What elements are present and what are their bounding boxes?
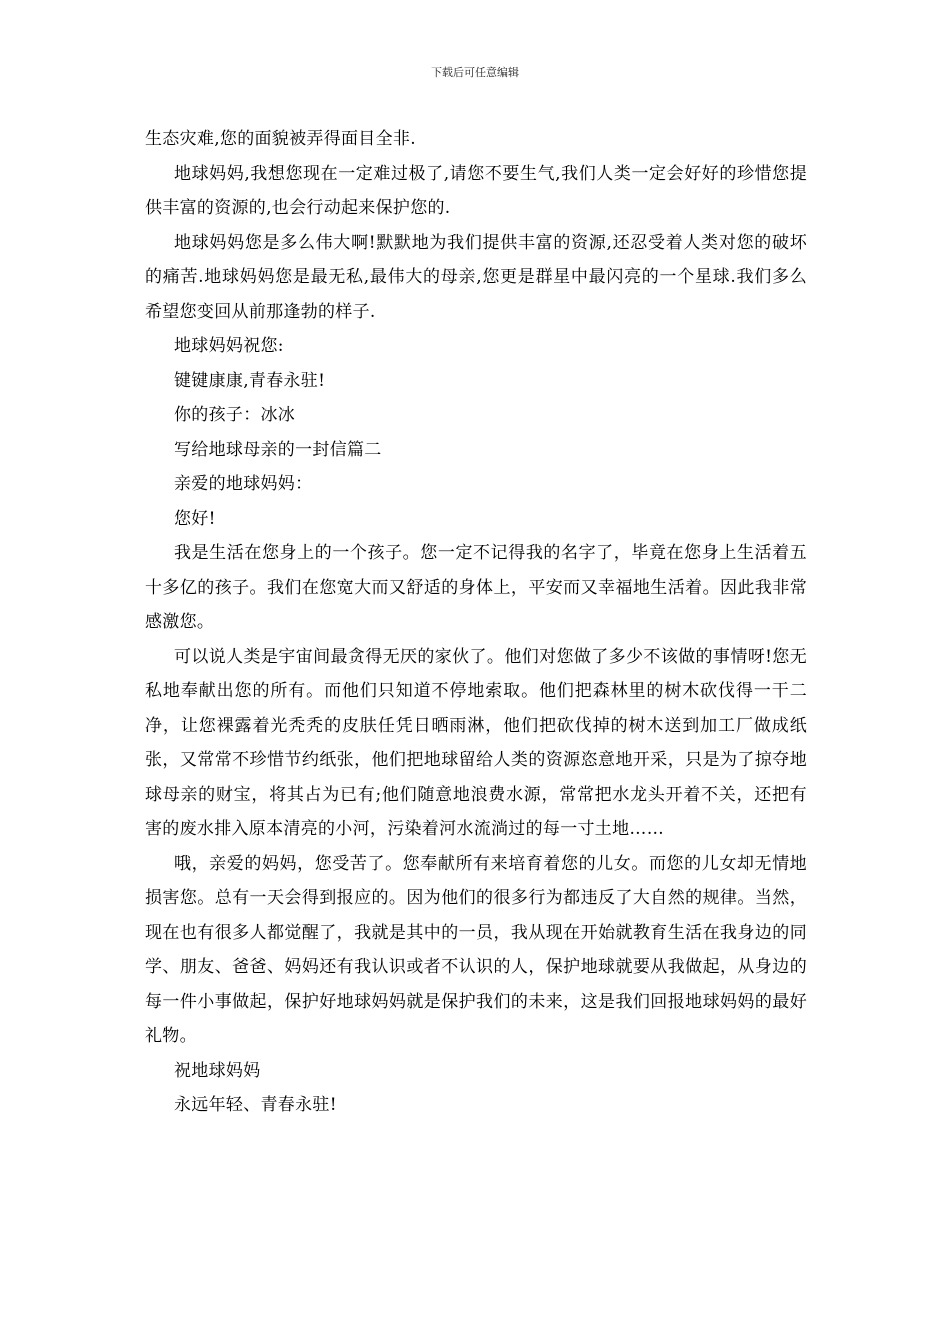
paragraph: 地球妈妈,我想您现在一定难过极了,请您不要生气,我们人类一定会好好的珍惜您提供丰富的资源的,也会行动起来保护您的. xyxy=(145,163,807,218)
paragraph-continuation: 生态灾难,您的面貌被弄得面目全非. xyxy=(145,129,416,149)
paragraph: 哦，亲爱的妈妈，您受苦了。您奉献所有来培育着您的儿女。而您的儿女却无情地损害您。总有一天会得到报应的。因为他们的很多行为都违反了大自然的规律。当然，现在也有很多人都觉醒了，我就是其中的一员，我从现在开始就教育生活在我身边的同学、朋友、爸爸、妈妈还有我认识或者不认识的人，保护地球就要从我做起，从身边的每一件小事做起，保护好地球妈妈就是保护我们的未来，这是我们回报地球妈妈的最好礼物。 xyxy=(145,853,807,1046)
greeting: 您好! xyxy=(174,508,216,529)
signature-line: 你的孩子：冰冰 xyxy=(174,405,296,425)
closing-line: 永远年轻、青春永驻! xyxy=(174,1095,337,1115)
section-title: 写给地球母亲的一封信篇二 xyxy=(174,439,382,460)
page-header-note: 下载后可任意编辑 xyxy=(431,66,519,79)
closing-line: 地球妈妈祝您: xyxy=(174,336,284,356)
salutation: 亲爱的地球妈妈： xyxy=(174,474,313,494)
paragraph: 我是生活在您身上的一个孩子。您一定不记得我的名字了，毕竟在您身上生活着五十多亿的孩子。我们在您宽大而又舒适的身体上，平安而又幸福地生活着。因此我非常感激您。 xyxy=(145,543,807,632)
paragraph: 可以说人类是宇宙间最贪得无厌的家伙了。他们对您做了多少不该做的事情呀!您无私地奉献出您的所有。而他们只知道不停地索取。他们把森林里的树木砍伐得一干二净，让您裸露着光秃秃的皮肤任凭日晒雨淋，他们把砍伐掉的树木送到加工厂做成纸张，又常常不珍惜节约纸张，他们把地球留给人类的资源恣意地开采，只是为了掠夺地球母亲的财宝，将其占为已有;他们随意地浪费水源，常常把水龙头开着不关，还把有害的废水排入原本清亮的小河，污染着河水流淌过的每一寸土地…… xyxy=(145,646,807,839)
document-body xyxy=(145,122,807,1123)
closing-line: 键键康康,青春永驻! xyxy=(174,370,326,391)
closing-line: 祝地球妈妈 xyxy=(174,1060,261,1081)
paragraph: 地球妈妈您是多么伟大啊!默默地为我们提供丰富的资源,还忍受着人类对您的破坏的痛苦.地球妈妈您是最无私,最伟大的母亲,您更是群星中最闪亮的一个星球.我们多么希望您变回从前那逢勃的样子. xyxy=(145,232,807,322)
